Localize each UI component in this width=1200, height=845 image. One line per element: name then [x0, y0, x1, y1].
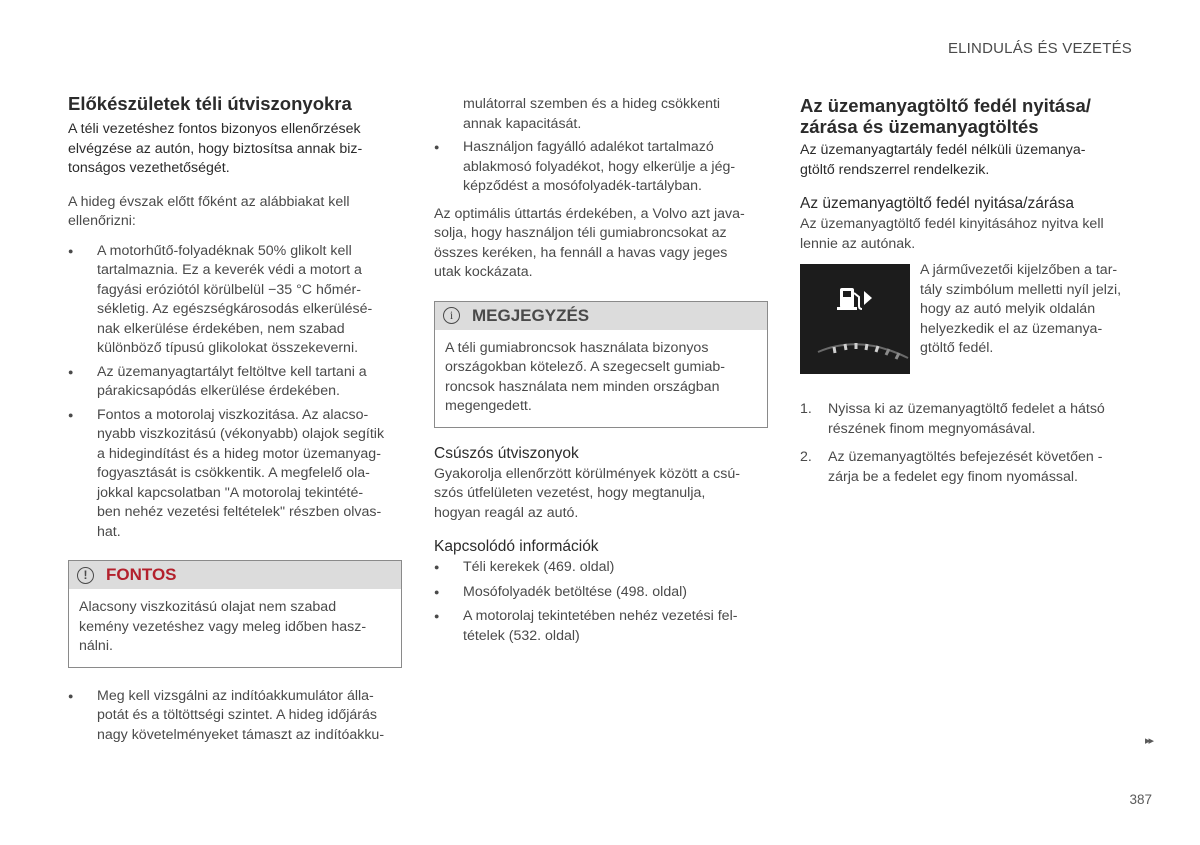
important-notice-header — [69, 561, 401, 589]
list-item: ● Meg kell vizsgálni az indítóakkumulátor álla- potát és a töltöttségi szintet. A hideg időjárás nagy követelményeket támaszt az indítóakku- — [68, 687, 402, 746]
section-title-winter: Előkészületek téli útviszonyokra — [68, 93, 352, 114]
figure-caption: A járművezetői kijelzőben a tar- tály szimbólum melletti nyíl jelzi, hogy az autó melyik oldalán helyezkedik el az üzemanya- gtöltő fedél. — [920, 262, 1122, 356]
fuel-figure-block — [800, 264, 1134, 374]
list-item: 2. Az üzemanyagtöltés befejezését követően - zárja be a fedelet egy finom nyomással. — [800, 449, 1103, 485]
related-link[interactable]: ● Téli kerekek (469. oldal) — [434, 558, 768, 578]
section-header: ELINDULÁS ÉS VEZETÉS — [947, 40, 1132, 57]
driver-display-figure — [800, 264, 910, 374]
list-item: ● Az üzemanyagtartályt feltöltve kell tartani a párakicsapódás elkerülése érdekében. — [68, 363, 402, 402]
important-notice-title: FONTOS — [106, 565, 177, 584]
fuel-flap-subtitle: Az üzemanyagtöltő fedél nyitása/zárása — [800, 195, 1074, 212]
page-number: 387 — [1129, 792, 1152, 807]
related-info-title: Kapcsolódó információk — [434, 538, 599, 555]
winter-checklist — [68, 242, 402, 543]
winter-lead: A téli vezetéshez fontos bizonyos ellenőrzések elvégzése az autón, hogy biztosítsa annak biz- tonságos vezethetőségét. — [68, 121, 363, 176]
column-middle — [434, 93, 768, 646]
note-notice-header — [435, 302, 767, 330]
fuel-pump-icon — [800, 264, 910, 374]
important-notice-body: Alacsony viszkozitású olajat nem szabad kemény vezetéshez vagy meleg időben hasz- nálni. — [79, 599, 367, 654]
related-link[interactable]: ● Mosófolyadék betöltése (498. oldal) — [434, 583, 768, 603]
list-item: ● Fontos a motorolaj viszkozitása. Az alacso- nyabb viszkozitású (vékonyabb) olajok segítik a hidegindítást és a hideg motor üzemanyag- fogyasztását is csökkentik. A megfelelő ola- jokkal kapcsolatban "A motorolaj tekintété- ben nehéz vezetési feltételek" részben olvas- hat. — [68, 406, 402, 543]
winter-intro: A hideg évszak előtt főként az alábbiakat kell ellenőrizni: — [68, 193, 350, 229]
slippery-roads-title: Csúszós útviszonyok — [434, 444, 579, 462]
next-page-arrows-icon[interactable]: ▸▸ — [1144, 735, 1152, 747]
note-notice-title: MEGJEGYZÉS — [472, 305, 590, 325]
list-item: ● A motorhűtő-folyadéknak 50% glikolt kell tartalmaznia. Ez a keverék védi a motort a fagyási eróziótól körülbelül −35 °C hőmér- sékletig. Az egészségkárosodás elkerülésé- nak elkerülése érdekében, nem szabad különböző típusú glikolokat összekeverni. — [68, 242, 402, 359]
column-right — [800, 93, 1134, 487]
list-item: 1. Nyissa ki az üzemanyagtöltő fedelet a hátsó részének finom megnyomásával. — [800, 401, 1105, 437]
note-notice — [434, 301, 768, 428]
fuel-intro: Az üzemanyagtartály fedél nélküli üzemanya- gtöltő rendszerrel rendelkezik. — [800, 142, 1086, 178]
fuel-flap-text: Az üzemanyagtöltő fedél kinyitásához nyitva kell lennie az autónak. — [800, 216, 1104, 252]
section-title-fuel-flap: Az üzemanyagtöltő fedél nyitása/ zárása és üzemanyagtöltés — [800, 95, 1091, 137]
list-item: ● Használjon fagyálló adalékot tartalmazó ablakmosó folyadékot, hogy elkerülje a jég- képződést a mosófolyadék-tartályban. — [434, 138, 768, 197]
note-notice-body: A téli gumiabroncsok használata bizonyos országokban kötelező. A szegecselt gumiab- roncsok használata nem minden országban megengedett. — [445, 339, 725, 414]
important-notice — [68, 560, 402, 668]
slippery-roads-text: Gyakorolja ellenőrzött körülmények között a csú- szós útfelületen vezetést, hogy megtanulja, hogyan reagál az autó. — [434, 465, 740, 521]
battery-check-list — [68, 687, 402, 746]
washer-fluid-list — [434, 138, 768, 197]
related-info-list — [434, 558, 768, 646]
exclamation-icon: ! — [77, 567, 94, 584]
info-icon: i — [443, 307, 460, 324]
column-left — [68, 93, 402, 745]
tyre-recommendation: Az optimális úttartás érdekében, a Volvo azt java- solja, hogy használjon téli gumiabroncsokat az összes keréken, ha fennáll a havas vagy jeges utak kockázata. — [434, 205, 745, 280]
fuel-steps — [800, 400, 1134, 487]
related-link[interactable]: ● A motorolaj tekintetében nehéz vezetési fel- tételek (532. oldal) — [434, 607, 768, 646]
continued-text: mulátorral szemben és a hideg csökkenti annak kapacitását. — [463, 96, 721, 132]
